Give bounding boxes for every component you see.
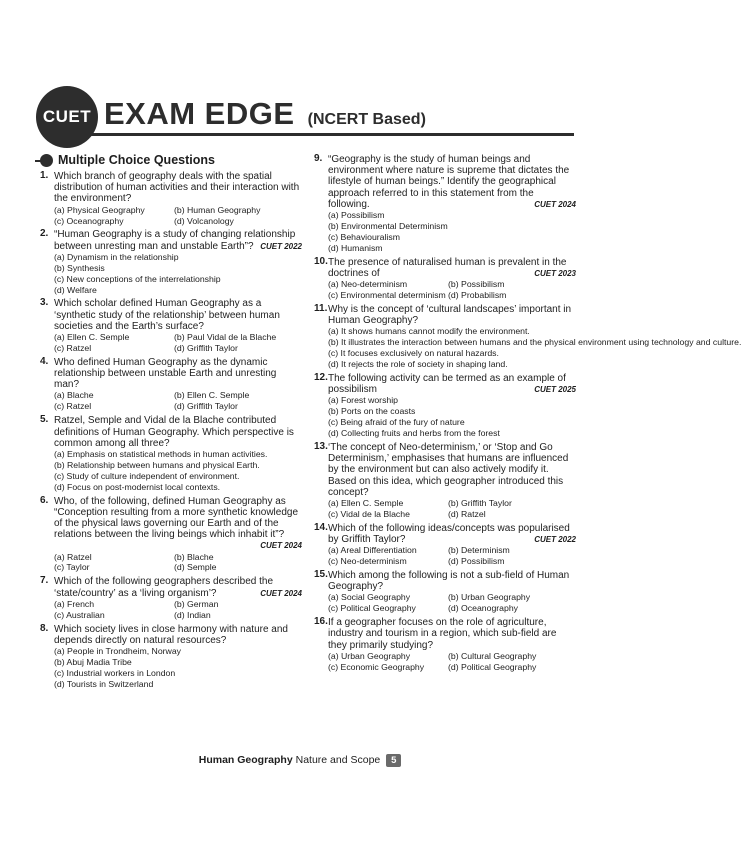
question-text-body: Why is the concept of ‘cultural landscapes’ important in Human Geography? <box>328 303 572 327</box>
option-a[interactable]: (a) Physical Geography <box>54 204 145 215</box>
question-text-body: Which scholar defined Human Geography as a ‘synthetic study of the relationship’ between human societies and the Earth’s surface? <box>54 298 280 332</box>
option-b[interactable]: (b) Ellen C. Semple <box>174 390 250 401</box>
option-a[interactable]: (a) It shows humans cannot modify the environment. <box>328 326 530 337</box>
question-number: 16. <box>314 616 328 628</box>
question-text <box>54 357 302 391</box>
options-grid <box>328 279 576 301</box>
options <box>40 646 302 690</box>
option-c[interactable]: (c) Australian <box>54 609 105 620</box>
options <box>40 332 302 354</box>
option-a[interactable]: (a) Social Geography <box>328 592 411 603</box>
question-text <box>54 229 302 251</box>
question-text <box>54 576 302 598</box>
option-d[interactable]: (d) Indian <box>174 609 211 620</box>
option-b[interactable]: (b) Relationship between humans and physical Earth. <box>54 459 260 470</box>
option-b[interactable]: (b) Environmental Determinism <box>328 220 448 231</box>
page-header <box>34 86 574 136</box>
question-number: 8. <box>40 622 49 634</box>
section-heading <box>40 154 302 167</box>
question-item <box>314 154 576 254</box>
option-a[interactable]: (a) Blache <box>54 390 94 401</box>
question-row <box>314 442 576 498</box>
question-number: 5. <box>40 414 49 426</box>
option-d[interactable]: (d) Ratzel <box>448 508 486 519</box>
question-item <box>314 442 576 520</box>
question-text <box>328 570 576 592</box>
option-c[interactable]: (c) Ratzel <box>54 342 92 353</box>
cuet-badge: CUET <box>36 86 98 148</box>
options <box>314 326 741 370</box>
question-row <box>314 523 576 545</box>
question-item <box>314 523 576 567</box>
question-text-body: Which among the following is not a sub-field of Human Geography? <box>328 569 570 593</box>
exam-tag: CUET 2024 <box>260 588 302 598</box>
option-b[interactable]: (b) Human Geography <box>174 204 261 215</box>
question-number: 11. <box>314 302 328 314</box>
question-text <box>328 373 576 395</box>
question-item <box>314 617 576 672</box>
question-item <box>40 298 302 353</box>
options-grid <box>54 205 302 227</box>
title-text: EXAM EDGE <box>104 96 295 131</box>
option-a[interactable]: (a) Ratzel <box>54 551 92 562</box>
option-d[interactable]: (d) Probabilism <box>448 289 507 300</box>
option-a[interactable]: (a) Neo-determinism <box>328 279 408 290</box>
option-d[interactable]: (d) Volcanology <box>174 215 234 226</box>
options <box>40 599 302 621</box>
option-a[interactable]: (a) French <box>54 598 95 609</box>
question-text <box>54 171 302 205</box>
option-d[interactable]: (d) Tourists in Switzerland <box>54 678 154 689</box>
option-d[interactable]: (d) Political Geography <box>448 661 537 672</box>
option-d[interactable]: (d) Griffith Taylor <box>174 401 238 412</box>
question-text <box>54 415 302 449</box>
option-d[interactable]: (d) Semple <box>174 562 217 573</box>
options-grid <box>54 332 302 354</box>
option-c[interactable]: (c) Ratzel <box>54 401 92 412</box>
exam-tag: CUET 2024 <box>534 199 576 209</box>
question-number: 9. <box>314 153 323 164</box>
option-d[interactable]: (d) Collecting fruits and herbs from the forest <box>328 428 500 439</box>
option-b[interactable]: (b) Ports on the coasts <box>328 406 416 417</box>
option-c[interactable]: (c) Economic Geography <box>328 661 425 672</box>
option-b[interactable]: (b) Determinism <box>448 545 510 556</box>
option-b[interactable]: (b) Paul Vidal de la Blache <box>174 332 277 343</box>
option-b[interactable]: (b) Blache <box>174 551 214 562</box>
options <box>40 252 302 296</box>
page-title <box>104 98 426 136</box>
question-item <box>314 373 576 439</box>
option-a[interactable]: (a) Emphasis on statistical methods in human activities. <box>54 448 268 459</box>
question-text <box>328 304 576 326</box>
question-text-body: The presence of naturalised human is prevalent in the doctrines of <box>328 256 567 279</box>
option-c[interactable]: (c) Taylor <box>54 562 90 573</box>
option-c[interactable]: (c) It focuses exclusively on natural hazards. <box>328 348 499 359</box>
question-row <box>40 171 302 205</box>
question-item <box>40 496 302 574</box>
question-text <box>54 624 302 646</box>
question-row <box>314 570 576 592</box>
options-grid <box>328 545 576 567</box>
option-c[interactable]: (c) Neo-determinism <box>328 556 407 567</box>
question-text <box>328 154 576 210</box>
option-a[interactable]: (a) Forest worship <box>328 395 399 406</box>
question-row <box>40 357 302 391</box>
question-item <box>40 415 302 492</box>
options <box>314 210 576 254</box>
question-number: 6. <box>40 494 49 506</box>
question-row <box>40 576 302 598</box>
question-number: 14. <box>314 521 328 533</box>
option-a[interactable]: (a) Urban Geography <box>328 650 411 661</box>
question-text <box>328 442 576 498</box>
question-text-body: ‘The concept of Neo-determinism,’ or ‘Stop and Go Determinism,’ emphasises that humans are influenced by the environment but can also actively modify it. Based on this idea, which geographer introduced this concept? <box>328 441 569 498</box>
option-c[interactable]: (c) Industrial workers in London <box>54 667 176 678</box>
right-column <box>314 153 741 676</box>
exam-tag: CUET 2023 <box>534 268 576 278</box>
question-text <box>328 617 576 651</box>
question-row <box>314 373 576 395</box>
option-b[interactable]: (b) Griffith Taylor <box>448 497 512 508</box>
exam-tag: CUET 2022 <box>534 534 576 544</box>
option-c[interactable]: (c) Environmental determinism <box>328 289 446 300</box>
question-text-body: Who, of the following, defined Human Geography as “Conception resulting from a more synthetic knowledge of the physical laws governing our Earth and of the relations between the living beings which inhabit it”? <box>54 495 299 541</box>
question-text <box>54 298 302 332</box>
option-d[interactable]: (d) It rejects the role of society in shaping land. <box>328 358 508 369</box>
option-b[interactable]: (b) Abuj Madia Tribe <box>54 656 132 667</box>
question-row <box>40 415 302 449</box>
options <box>40 390 302 412</box>
question-row <box>40 298 302 332</box>
options <box>40 449 302 493</box>
page-number: 5 <box>386 754 401 767</box>
option-a[interactable]: (a) Ellen C. Semple <box>54 332 130 343</box>
question-text-body: Ratzel, Semple and Vidal de la Blache contributed definitions of Human Geography. Which perspective is common among all three? <box>54 415 294 449</box>
question-text-body: “Geography is the study of human beings and environment where nature is supreme that dictates the lifestyle of human beings.” Identify the geographical approach referred to in this statement from the following. <box>328 154 570 210</box>
option-c[interactable]: (c) Political Geography <box>328 603 416 614</box>
exam-tag: CUET 2024 <box>260 541 302 551</box>
option-c[interactable]: (c) Vidal de la Blache <box>328 508 410 519</box>
page-footer <box>0 754 600 767</box>
footer-chapter-rest: Nature and Scope <box>292 754 381 766</box>
question-row <box>314 617 576 651</box>
question-text <box>328 523 576 545</box>
question-row <box>314 304 576 326</box>
question-item <box>40 624 302 690</box>
option-d[interactable]: (d) Griffith Taylor <box>174 342 238 353</box>
exam-tag: CUET 2022 <box>260 241 302 251</box>
options-grid <box>54 599 302 621</box>
question-text-body: Which society lives in close harmony with nature and depends directly on natural resources? <box>54 623 288 646</box>
options <box>314 545 576 567</box>
option-b[interactable]: (b) German <box>174 598 219 609</box>
left-column <box>40 154 302 693</box>
question-text-body: The following activity can be termed as an example of possibilism <box>328 372 566 396</box>
question-text <box>328 257 576 279</box>
option-b[interactable]: (b) It illustrates the interaction between humans and the physical environment using technology and culture. <box>328 337 741 348</box>
option-b[interactable]: (b) Urban Geography <box>448 592 531 603</box>
option-b[interactable]: (b) Synthesis <box>54 262 105 273</box>
question-number: 15. <box>314 568 328 580</box>
options <box>40 205 302 227</box>
options-grid <box>54 552 302 574</box>
option-c[interactable]: (c) Study of culture independent of environment. <box>54 470 240 481</box>
question-row <box>40 229 302 251</box>
option-d[interactable]: (d) Humanism <box>328 242 383 253</box>
question-number: 12. <box>314 371 328 383</box>
option-c[interactable]: (c) Behaviouralism <box>328 231 400 242</box>
option-c[interactable]: (c) Oceanography <box>54 215 124 226</box>
option-d[interactable]: (d) Welfare <box>54 284 97 295</box>
option-d[interactable]: (d) Oceanography <box>448 603 519 614</box>
option-a[interactable]: (a) Possibilism <box>328 210 385 221</box>
options <box>314 592 576 614</box>
question-text-body: If a geographer focuses on the role of agriculture, industry and tourism in a region, which sub-field are they primarily studying? <box>328 617 557 651</box>
exam-tag: CUET 2025 <box>534 385 576 395</box>
question-number: 2. <box>40 228 49 240</box>
options <box>314 651 576 673</box>
question-text-body: Which branch of geography deals with the spatial distribution of human activities and their interaction with the environment? <box>54 171 300 205</box>
question-item <box>314 570 576 614</box>
option-c[interactable]: (c) New conceptions of the interrelationship <box>54 273 221 284</box>
question-item <box>40 576 302 620</box>
question-text-body: Who defined Human Geography as the dynamic relationship between unstable Earth and unresting man? <box>54 356 277 391</box>
option-a[interactable]: (a) Ellen C. Semple <box>328 497 404 508</box>
option-b[interactable]: (b) Cultural Geography <box>448 650 537 661</box>
question-item <box>40 229 302 295</box>
question-text-body: Which of the following geographers described the ‘state/country’ as a ‘living organism’? <box>54 576 274 599</box>
section-title: Multiple Choice Questions <box>58 153 215 168</box>
question-row <box>40 624 302 646</box>
option-a[interactable]: (a) Dynamism in the relationship <box>54 251 179 262</box>
question-number: 13. <box>314 440 328 452</box>
question-number: 4. <box>40 355 49 367</box>
question-text <box>54 496 302 552</box>
options-grid <box>328 592 576 614</box>
question-text-body: Which of the following ideas/concepts was popularised by Griffith Taylor? <box>328 522 570 545</box>
options-grid <box>54 390 302 412</box>
question-item <box>314 257 576 301</box>
question-item <box>314 302 741 370</box>
page-subtitle: (NCERT Based) <box>307 111 426 128</box>
options <box>40 552 302 574</box>
options <box>314 498 576 520</box>
section-bullet-icon <box>40 154 53 167</box>
options-grid <box>328 651 576 673</box>
option-d[interactable]: (d) Possibilism <box>448 556 505 567</box>
question-row <box>314 257 576 279</box>
question-item <box>40 357 302 412</box>
options-grid <box>328 498 576 520</box>
question-text-body: “Human Geography is a study of changing relationship between unresting man and unstable Earth”? <box>54 229 296 252</box>
question-number: 7. <box>40 575 49 587</box>
option-d[interactable]: (d) Focus on post-modernist local contexts. <box>54 481 221 492</box>
options <box>314 395 576 439</box>
question-number: 3. <box>40 297 49 309</box>
option-c[interactable]: (c) Being afraid of the fury of nature <box>328 417 465 428</box>
footer-chapter-bold: Human Geography <box>198 754 293 766</box>
question-number: 1. <box>40 170 49 181</box>
question-row <box>40 496 302 552</box>
options <box>314 279 576 301</box>
option-a[interactable]: (a) Areal Differentiation <box>328 545 417 556</box>
option-b[interactable]: (b) Possibilism <box>448 279 505 290</box>
question-row <box>314 154 576 210</box>
question-item <box>40 171 302 226</box>
option-a[interactable]: (a) People in Trondheim, Norway <box>54 645 181 656</box>
question-number: 10. <box>314 255 328 267</box>
